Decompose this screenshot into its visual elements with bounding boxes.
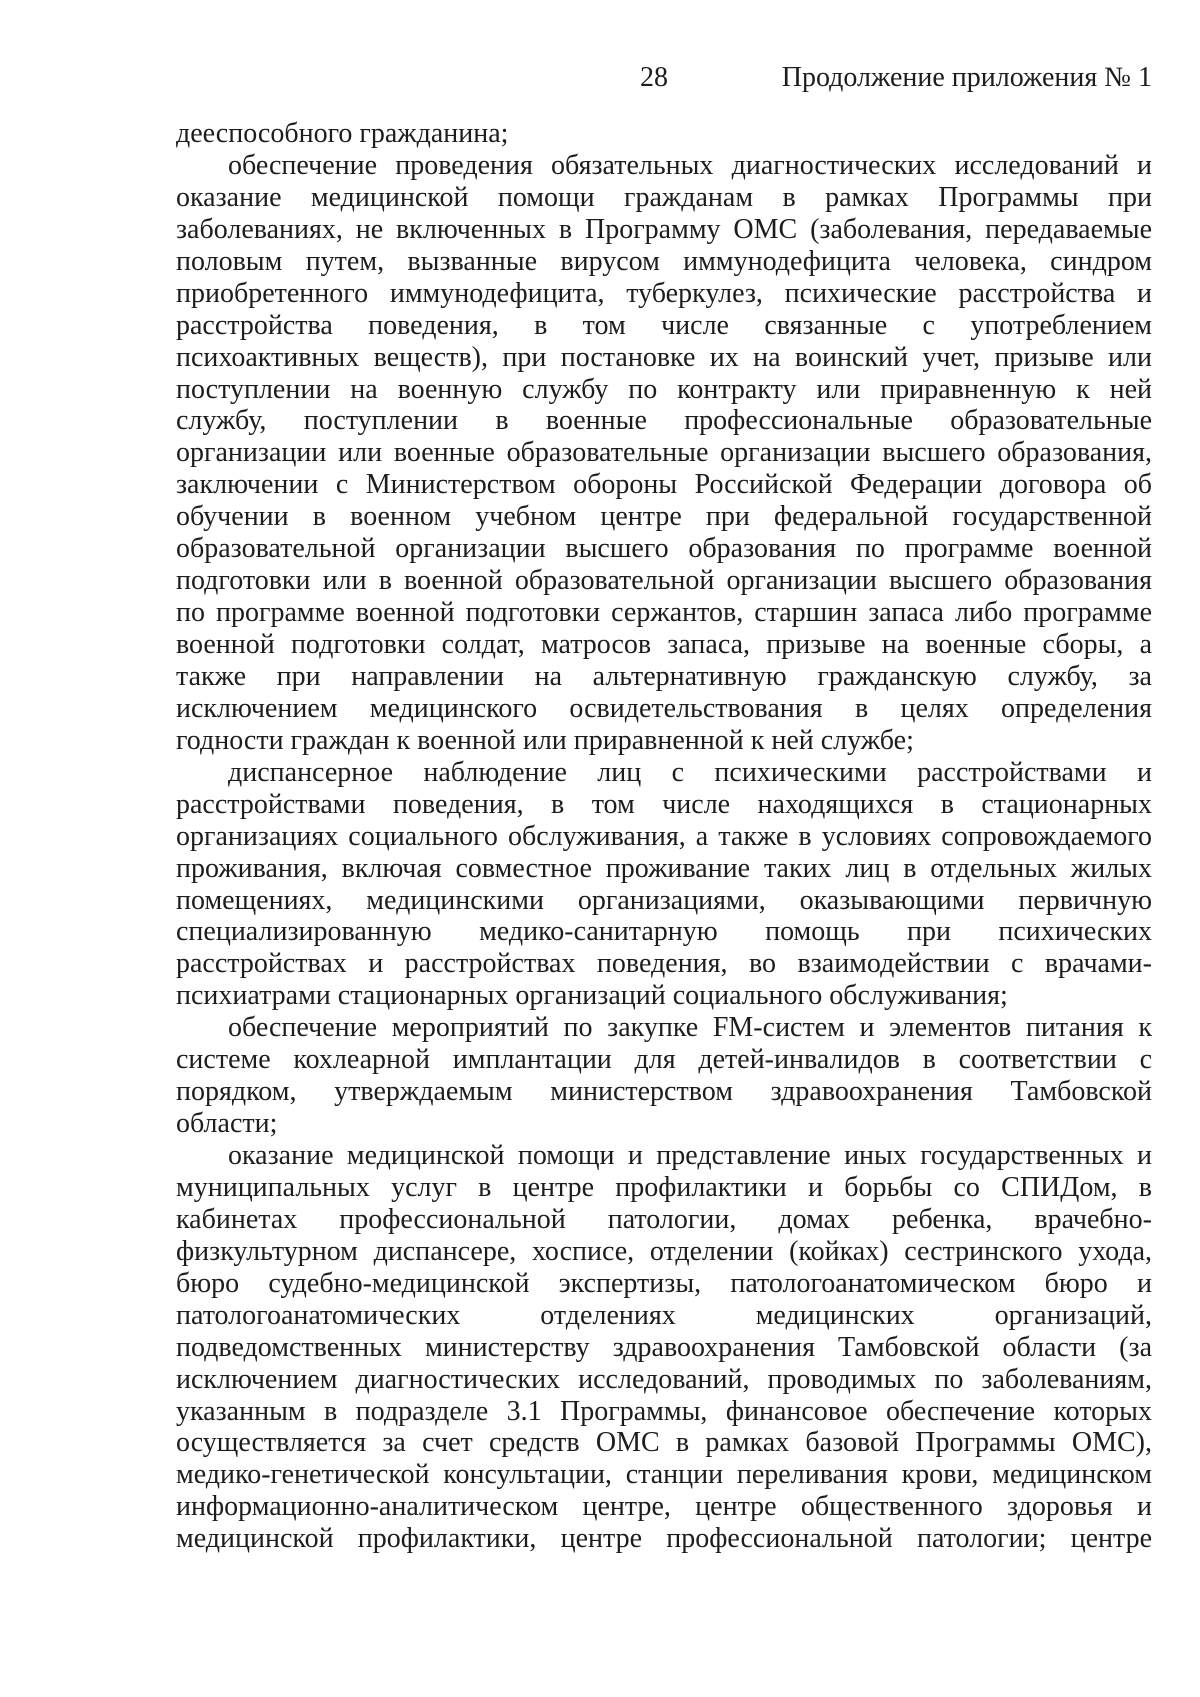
text-line: также при направлении на альтернативную гражданскую службу, за — [176, 660, 1152, 692]
text-line: исключением медицинского освидетельствования в целях определения — [176, 692, 1152, 724]
text-line: порядком, утверждаемым министерством здравоохранения Тамбовской — [176, 1076, 1152, 1108]
text-line: системе кохлеарной имплантации для детей-инвалидов в соответствии с — [176, 1044, 1152, 1076]
text-line: медицинской профилактики, центре профессиональной патологии; центре — [176, 1523, 1152, 1555]
text-line: поступлении на военную службу по контракту или приравненную к ней — [176, 373, 1152, 405]
text-line: расстройства поведения, в том числе связанные с употреблением — [176, 309, 1152, 341]
text-line: кабинетах профессиональной патологии, домах ребенка, врачебно- — [176, 1203, 1152, 1235]
text-line: помещениях, медицинскими организациями, оказывающими первичную — [176, 884, 1152, 916]
page-number: 28 — [640, 62, 668, 93]
text-line: расстройствах и расстройствах поведения, во взаимодействии с врачами- — [176, 948, 1152, 980]
text-line: обеспечение проведения обязательных диагностических исследований и — [228, 149, 1152, 181]
text-line: исключением диагностических исследований, проводимых по заболеваниям, — [176, 1363, 1152, 1395]
appendix-continuation-header: Продолжение приложения № 1 — [781, 62, 1152, 93]
text-line: по программе военной подготовки сержантов, старшин запаса либо программе — [176, 597, 1152, 629]
text-line: годности граждан к военной или приравненной к ней службе; — [176, 724, 914, 756]
text-line: образовательной организации высшего образования по программе военной — [176, 533, 1152, 565]
text-line: организации или военные образовательные организации высшего образования, — [176, 437, 1152, 469]
text-line: половым путем, вызванные вирусом иммунодефицита человека, синдром — [176, 245, 1152, 277]
text-line: области; — [176, 1108, 278, 1140]
text-line: дееспособного гражданина; — [176, 118, 509, 149]
text-line: приобретенного иммунодефицита, туберкулез, психические расстройства и — [176, 277, 1152, 309]
text-line: психиатрами стационарных организаций социального обслуживания; — [176, 980, 1008, 1012]
text-line: информационно-аналитическом центре, центре общественного здоровья и — [176, 1491, 1152, 1523]
text-line: осуществляется за счет средств ОМС в рамках базовой Программы ОМС), — [176, 1427, 1152, 1459]
text-line: диспансерное наблюдение лиц с психическими расстройствами и — [228, 756, 1152, 788]
text-line: обеспечение мероприятий по закупке FM-систем и элементов питания к — [228, 1012, 1152, 1044]
text-line: физкультурном диспансере, хосписе, отделении (койках) сестринского ухода, — [176, 1235, 1152, 1267]
text-line: заключении с Министерством обороны Российской Федерации договора об — [176, 469, 1152, 501]
text-line: медико-генетической консультации, станции переливания крови, медицинском — [176, 1459, 1152, 1491]
text-line: службу, поступлении в военные профессиональные образовательные — [176, 405, 1152, 437]
text-line: подведомственных министерству здравоохранения Тамбовской области (за — [176, 1331, 1152, 1363]
text-line: организациях социального обслуживания, а также в условиях сопровождаемого — [176, 820, 1152, 852]
text-line: обучении в военном учебном центре при федеральной государственной — [176, 501, 1152, 533]
text-line: военной подготовки солдат, матросов запаса, призыве на военные сборы, а — [176, 629, 1152, 660]
text-line: оказание медицинской помощи гражданам в рамках Программы при — [176, 181, 1152, 213]
text-line: заболеваниях, не включенных в Программу ОМС (заболевания, передаваемые — [176, 213, 1152, 245]
text-line: подготовки или в военной образовательной организации высшего образования — [176, 565, 1152, 597]
text-line: муниципальных услуг в центре профилактики и борьбы со СПИДом, в — [176, 1171, 1152, 1203]
text-line: проживания, включая совместное проживание таких лиц в отдельных жилых — [176, 852, 1152, 884]
text-line: расстройствами поведения, в том числе находящихся в стационарных — [176, 788, 1152, 820]
text-line: патологоанатомических отделениях медицинских организаций, — [176, 1299, 1152, 1331]
document-body — [176, 118, 1152, 1555]
text-line: оказание медицинской помощи и представление иных государственных и — [228, 1140, 1152, 1171]
text-line: специализированную медико-санитарную помощь при психических — [176, 916, 1152, 948]
text-line: бюро судебно-медицинской экспертизы, патологоанатомическом бюро и — [176, 1267, 1152, 1299]
text-line: психоактивных веществ), при постановке их на воинский учет, призыве или — [176, 341, 1152, 373]
text-line: указанным в подразделе 3.1 Программы, финансовое обеспечение которых — [176, 1395, 1152, 1427]
